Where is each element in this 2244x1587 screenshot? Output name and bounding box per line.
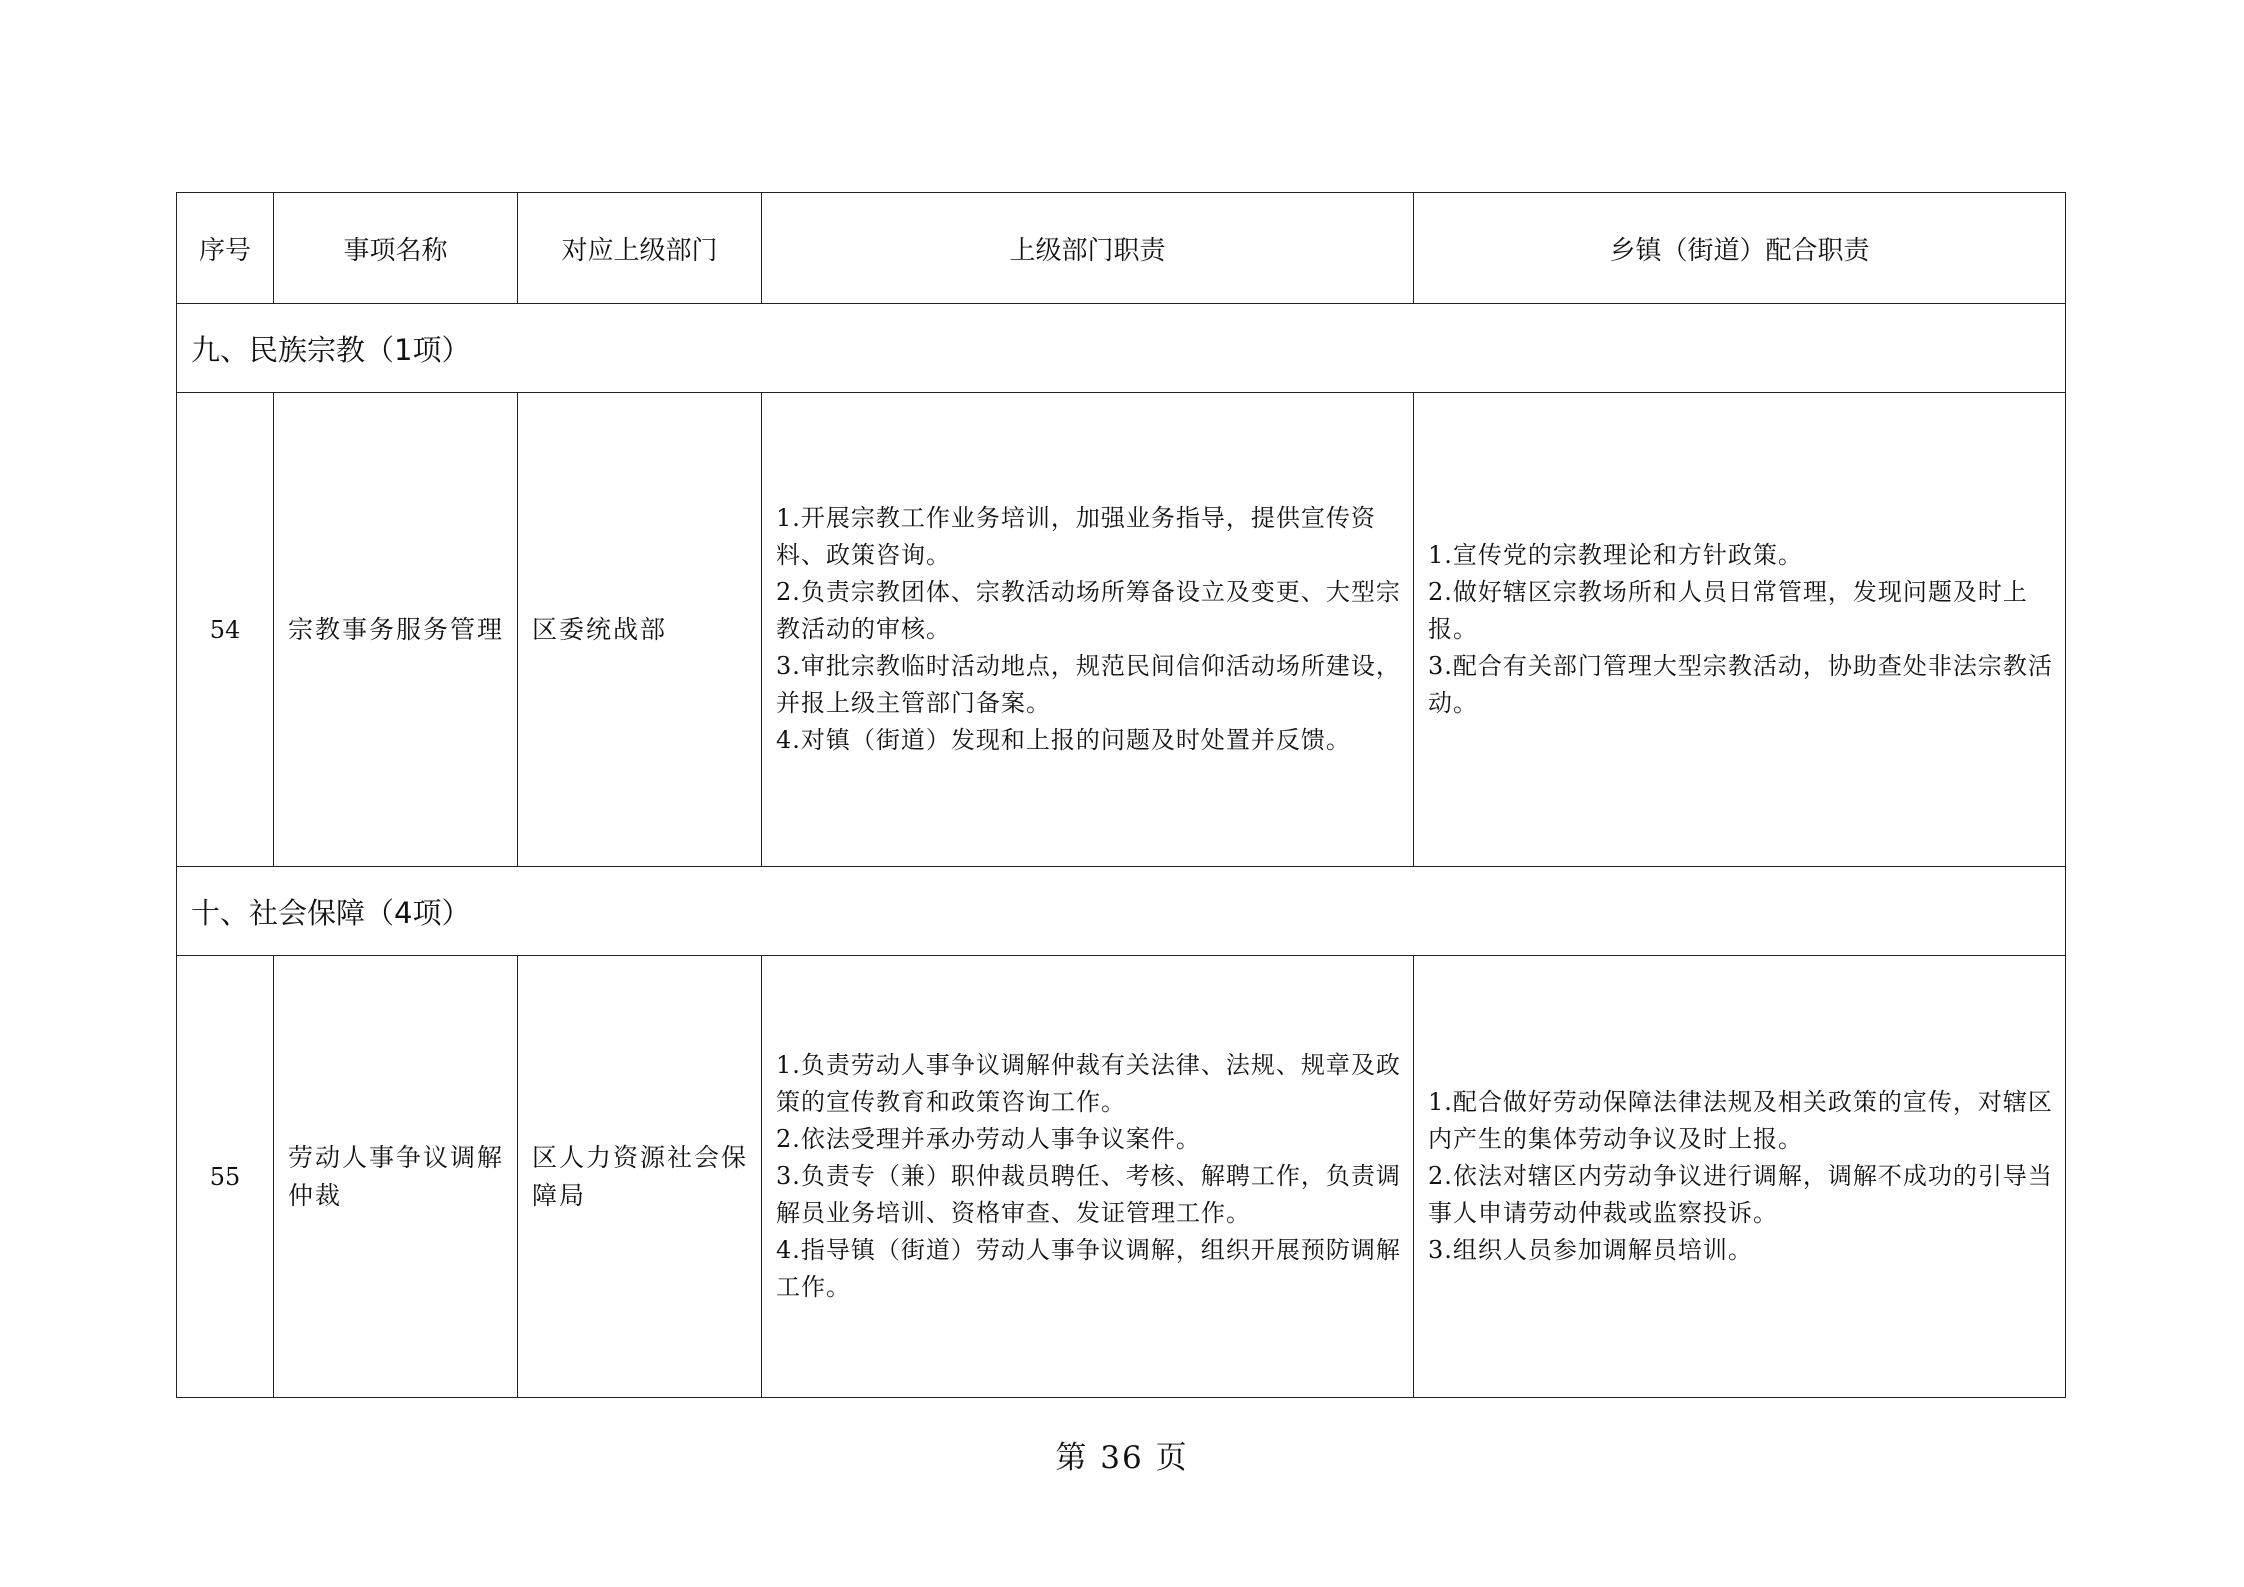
upper-duty-line: 1.开展宗教工作业务培训，加强业务指导，提供宣传资料、政策咨询。 <box>776 504 1376 569</box>
header-town-duties: 乡镇（街道）配合职责 <box>1414 193 2066 304</box>
item-name: 劳动人事争议调解仲裁 <box>274 956 518 1398</box>
header-upper-duties: 上级部门职责 <box>762 193 1414 304</box>
town-duty-line: 1.配合做好劳动保障法律法规及相关政策的宣传，对辖区内产生的集体劳动争议及时上报。 <box>1428 1088 2053 1153</box>
upper-duty-line: 1.负责劳动人事争议调解仲裁有关法律、法规、规章及政策的宣传教育和政策咨询工作。 <box>776 1051 1401 1116</box>
upper-duty-line: 2.依法受理并承办劳动人事争议案件。 <box>776 1125 1201 1153</box>
section-row <box>177 304 2066 393</box>
item-number: 55 <box>177 956 274 1398</box>
upper-duty-line: 4.对镇（街道）发现和上报的问题及时处置并反馈。 <box>776 726 1351 754</box>
table-row <box>177 956 2066 1398</box>
town-duty-line: 2.依法对辖区内劳动争议进行调解，调解不成功的引导当事人申请劳动仲裁或监察投诉。 <box>1428 1162 2053 1227</box>
town-duties-cell <box>1414 393 2066 867</box>
town-duties-cell <box>1414 956 2066 1398</box>
table-header-row <box>177 193 2066 304</box>
upper-duty-line: 3.审批宗教临时活动地点，规范民间信仰活动场所建设，并报上级主管部门备案。 <box>776 652 1401 717</box>
upper-duty-line: 2.负责宗教团体、宗教活动场所筹备设立及变更、大型宗教活动的审核。 <box>776 578 1401 643</box>
upper-duty-line: 4.指导镇（街道）劳动人事争议调解，组织开展预防调解工作。 <box>776 1236 1401 1301</box>
page-number: 第 36 页 <box>1055 1440 1189 1476</box>
item-department: 区委统战部 <box>518 393 762 867</box>
town-duty-line: 3.配合有关部门管理大型宗教活动，协助查处非法宗教活动。 <box>1428 652 2053 717</box>
header-item-name: 事项名称 <box>274 193 518 304</box>
town-duty-line: 1.宣传党的宗教理论和方针政策。 <box>1428 541 1803 569</box>
upper-duties-cell <box>762 393 1414 867</box>
header-department: 对应上级部门 <box>518 193 762 304</box>
item-number: 54 <box>177 393 274 867</box>
upper-duties-cell <box>762 956 1414 1398</box>
upper-duty-line: 3.负责专（兼）职仲裁员聘任、考核、解聘工作，负责调解员业务培训、资格审查、发证管理工作。 <box>776 1162 1401 1227</box>
header-number: 序号 <box>177 193 274 304</box>
item-department: 区人力资源社会保障局 <box>518 956 762 1398</box>
section-row <box>177 867 2066 956</box>
section-title: 九、民族宗教（1项） <box>177 304 2066 393</box>
town-duty-line: 2.做好辖区宗教场所和人员日常管理，发现问题及时上报。 <box>1428 578 2028 643</box>
table-row <box>177 393 2066 867</box>
town-duty-line: 3.组织人员参加调解员培训。 <box>1428 1236 1753 1264</box>
item-name: 宗教事务服务管理 <box>274 393 518 867</box>
duty-table <box>176 192 2066 1398</box>
section-title: 十、社会保障（4项） <box>177 867 2066 956</box>
